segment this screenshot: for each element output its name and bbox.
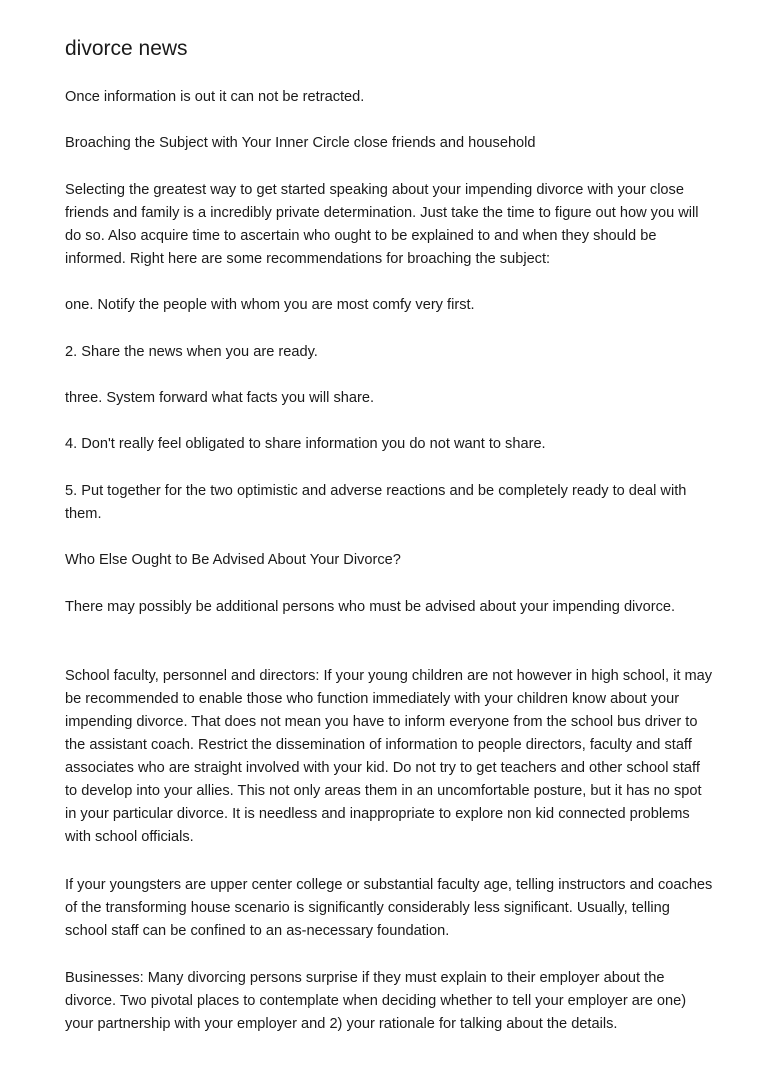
list-item-2: 2. Share the news when you are ready.	[65, 344, 318, 360]
paragraph-heading-broaching: Broaching the Subject with Your Inner Circle close friends and household	[65, 135, 536, 151]
paragraph-additional-persons: There may possibly be additional persons who must be advised about your impending divorce.	[65, 599, 676, 615]
list-item-1: one. Notify the people with whom you are most comfy very first.	[65, 297, 475, 313]
paragraph-businesses: Businesses: Many divorcing persons surprise if they must explain to their employer about the divorce. Two pivotal places to contemplate when deciding whether to tell your employer are one) your partnership with your employer and 2) your rationale for talking about the details.	[65, 970, 687, 1032]
paragraph-heading-who-else: Who Else Ought to Be Advised About Your Divorce?	[65, 552, 401, 568]
paragraph-selecting: Selecting the greatest way to get started speaking about your impending divorce with your close friends and family is a incredibly private determination. Just take the time to figure out how you will do so. Also acquire time to ascertain who ought to be explained to and when they should be informed. Right here are some recommendations for broaching the subject:	[65, 182, 699, 267]
paragraph-retraction: Once information is out it can not be retracted.	[65, 89, 365, 105]
document-title: divorce news	[65, 37, 188, 60]
paragraph-youngsters: If your youngsters are upper center college or substantial faculty age, telling instructors and coaches of the transforming house scenario is significantly considerably less significant. Usually, telling school staff can be confined to an as-necessary foundation.	[65, 877, 713, 939]
paragraph-school-faculty: School faculty, personnel and directors: If your young children are not however in high school, it may be recommended to enable those who function immediately with your children know about your impending divorce. That does not mean you have to inform everyone from the school bus driver to the assistant coach. Restrict the dissemination of information to people directors, faculty and staff associates who are straight involved with your kid. Do not try to get teachers and other school staff to develop into your allies. This not only areas them in an uncomfortable posture, but it has no spot in your particular divorce. It is needless and inappropriate to explore non kid connected problems with school officials.	[65, 668, 713, 845]
list-item-5: 5. Put together for the two optimistic and adverse reactions and be completely ready to deal with them.	[65, 483, 687, 522]
list-item-4: 4. Don't really feel obligated to share information you do not want to share.	[65, 436, 546, 452]
list-item-3: three. System forward what facts you will share.	[65, 390, 375, 406]
